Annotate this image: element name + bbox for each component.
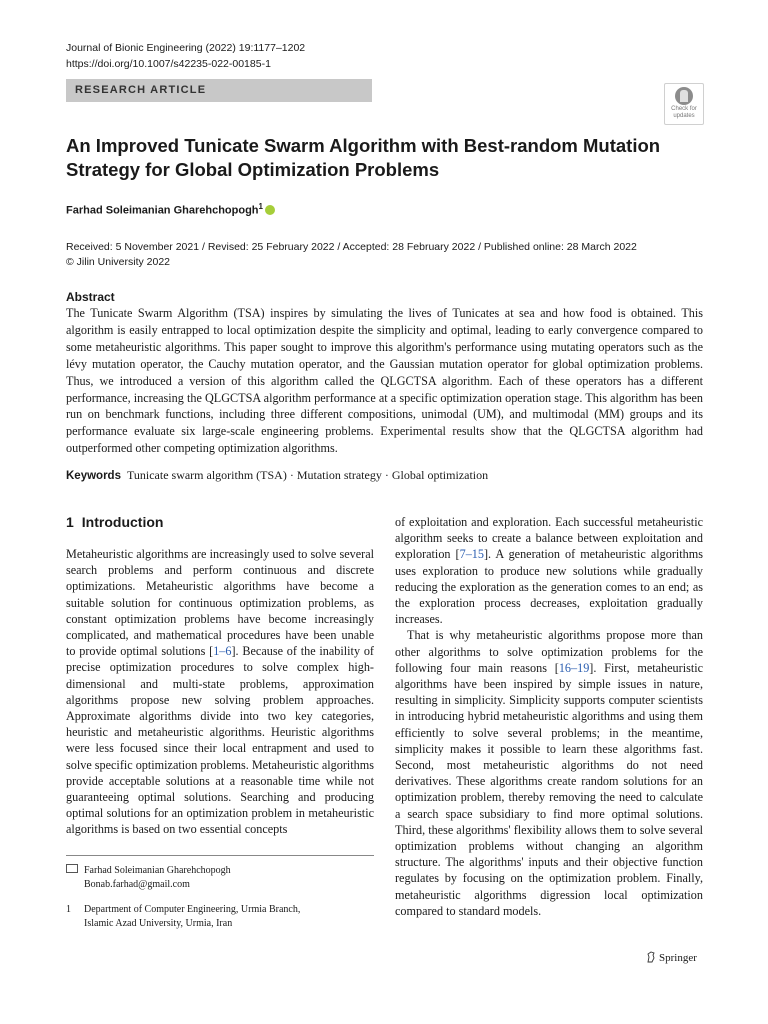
section-heading <box>66 514 163 530</box>
right-column <box>395 514 703 919</box>
orcid-icon[interactable] <box>265 205 275 215</box>
keywords-label: Keywords <box>66 470 121 482</box>
section-number: 1 <box>66 514 74 530</box>
text-run: Metaheuristic algorithms are increasingly used to solve several search problems and perform continuous and discrete optimizations. Metaheuristic algorithms have become a suitable solution for continuous optimization problems, as constant optimization problems have become increasingly complicated, and mathematical procedures have been unable to provide optimal solutions [ <box>66 547 374 659</box>
publisher-name: Springer <box>659 952 697 964</box>
footnote-divider <box>66 855 374 856</box>
doi-link[interactable]: https://doi.org/10.1007/s42235-022-00185-1 <box>66 58 271 70</box>
article-type-label: RESEARCH ARTICLE <box>75 84 207 96</box>
copyright-line: © Jilin University 2022 <box>66 256 171 268</box>
keywords-line <box>66 468 488 483</box>
section-title: Introduction <box>81 514 164 530</box>
check-updates-icon <box>675 87 693 105</box>
journal-citation: Journal of Bionic Engineering (2022) 19:1177–1202 <box>66 42 306 54</box>
author-affiliation-mark: 1 <box>258 202 263 211</box>
left-paragraph-1 <box>66 546 374 838</box>
affiliation-footnote-mark: 1 <box>66 904 71 915</box>
envelope-icon <box>66 864 84 879</box>
affiliation-line-2: Islamic Azad University, Urmia, Iran <box>84 917 233 929</box>
article-type-banner <box>66 79 372 102</box>
text-run: ]. Because of the inability of precise optimization procedures to solve complex high-dimensional and multi-state problems, approximation algorithms propose new solving problem approaches. Approximate algorithms divide into two key categories, heuristic and metaheuristic algorithms. Heuristic algorithms were less focused since their local entrapment and used to solve specific optimization problems. Metaheuristic algorithms provide acceptable solutions at a reasonable time while not guaranteeing optimal solutions. Searching and producing optimal solutions for an optimization problem in metaheuristic algorithms is based on two essential concepts <box>66 644 375 837</box>
citation-link[interactable]: 7–15 <box>459 547 484 562</box>
article-dates <box>66 240 637 270</box>
corresponding-author-footnote <box>66 864 231 891</box>
paper-title: An Improved Tunicate Swarm Algorithm with Best-random Mutation Strategy for Global Optimization Problems <box>66 135 661 180</box>
affiliation-footnote <box>66 903 300 930</box>
keywords-text: Tunicate swarm algorithm (TSA) · Mutation strategy · Global optimization <box>126 468 489 482</box>
springer-horse-icon <box>646 951 656 963</box>
author-line <box>66 202 275 217</box>
right-paragraph-1 <box>395 514 703 627</box>
citation-link[interactable]: 1–6 <box>213 644 232 659</box>
text-run: ]. First, metaheuristic algorithms have been inspired by simple issues in nature, resulting in simplicity. Simplicity supports computer scientists in introducing hybrid metaheuristic algorithms and using them efficiently to solve several problems; in the meantime, simplicity makes it possible to learn these algorithms fast. Second, most metaheuristic algorithms do not need derivatives. These algorithms create random solutions for an optimization problem, thereby removing the need to calculate a search space subsidiary to find more optimal solutions. Third, these algorithms' flexibility allows them to solve several optimization problems without changing an algorithm structure. The algorithms' inputs and their objective function regulates by focusing on the optimization problem. Finally, metaheuristic algorithms digression local optimization compared to standard models. <box>395 660 703 918</box>
text-run: of exploitation and exploration. Each successful metaheuristic algorithm seeks to create a balance between exploitation and exploration [ <box>395 515 703 562</box>
publication-history: Received: 5 November 2021 / Revised: 25 February 2022 / Accepted: 28 February 2022 / Published online: 28 March 2022 <box>66 241 637 253</box>
contact-name: Farhad Soleimanian Gharehchopogh <box>84 865 231 876</box>
publisher-logo <box>646 951 697 964</box>
left-column <box>66 546 374 838</box>
check-updates-line2: updates <box>673 113 695 119</box>
journal-header <box>66 40 305 72</box>
affiliation-line-1: Department of Computer Engineering, Urmia Branch, <box>84 904 301 915</box>
abstract-text: The Tunicate Swarm Algorithm (TSA) inspires by simulating the lives of Tunicates at sea and how food is obtained. This algorithm is easily entrapped to local optimization despite the simplicity and optimal, leading to early convergence compared to some metaheuristic algorithms. This paper sought to improve this algorithm's performance using mutating operators such as the lévy mutation operator, the Cauchy mutation operator, and the Gaussian mutation operator for global optimization problems. Thus, we introduced a version of this algorithm called the QLGCTSA algorithm. Each of these operators has a different performance, increasing the QLGCTSA algorithm performance at a specific optimization operation stage. This algorithm has been run on benchmark functions, including three different compositions, unimodal (UM), and multimodal (MM) groups and its performance evaluate six large-scale engineering problems. Experimental results show that the QLGCTSA algorithm had outperformed other competing optimization algorithms. <box>66 306 703 456</box>
author-name[interactable]: Farhad Soleimanian Gharehchopogh <box>66 204 259 217</box>
check-updates-line1: Check for <box>671 106 697 112</box>
text-run: That is why metaheuristic algorithms propose more than other algorithms to solve optimization problems for the following four main reasons [ <box>395 628 703 675</box>
citation-link[interactable]: 16–19 <box>558 660 590 675</box>
check-for-updates-badge[interactable] <box>664 83 704 125</box>
right-paragraph-2 <box>395 627 703 919</box>
abstract-heading: Abstract <box>66 290 115 304</box>
contact-email[interactable]: Bonab.farhad@gmail.com <box>84 878 190 890</box>
text-run: ]. A generation of metaheuristic algorithms uses exploration to produce new solutions while gradually reducing the exploration as the generation comes to an end; as the exploration process decreases, exploitation gradually increases. <box>395 547 703 627</box>
